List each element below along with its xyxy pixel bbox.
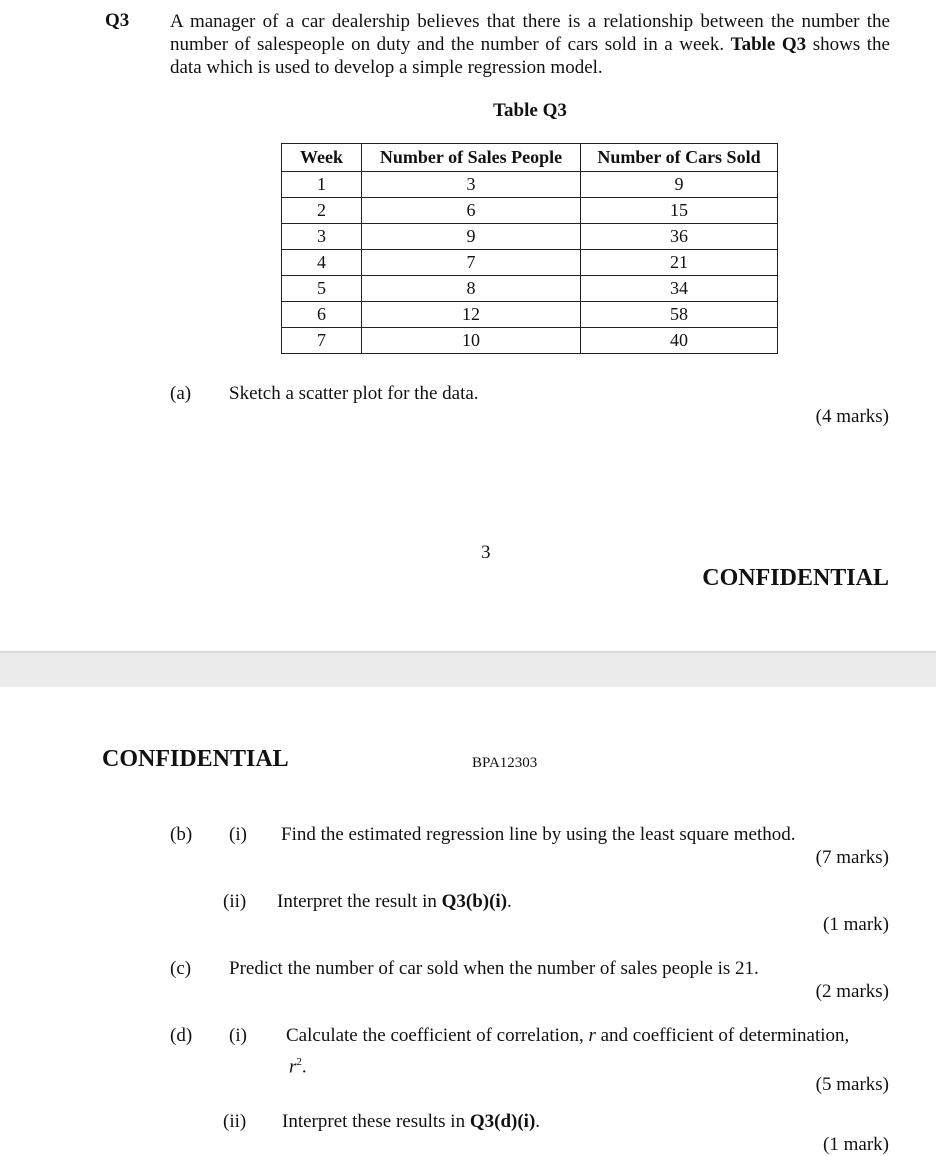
cell-cars-sold: 9 xyxy=(581,172,778,198)
data-table xyxy=(281,143,778,354)
part-b-label: (b) xyxy=(170,824,193,845)
part-b-ii-ref: Q3(b)(i) xyxy=(441,891,508,912)
part-d-i-label: (i) xyxy=(229,1025,247,1046)
cell-sales-people: 10 xyxy=(362,328,581,354)
footer-confidential: CONFIDENTIAL xyxy=(702,565,889,591)
exam-page-2 xyxy=(0,687,936,1155)
intro-text-2: shows the data which is used to develop a simple regression model. xyxy=(170,34,890,78)
table-row xyxy=(282,328,778,354)
part-d-label: (d) xyxy=(170,1025,193,1046)
part-d-ii-end: . xyxy=(535,1111,541,1132)
part-d-ii-label: (ii) xyxy=(223,1111,247,1132)
table-row xyxy=(282,250,778,276)
cell-cars-sold: 40 xyxy=(581,328,778,354)
part-b-i-text: Find the estimated regression line by using the least square method. xyxy=(281,824,796,845)
part-b-ii-marks: (1 mark) xyxy=(823,914,889,935)
question-number: Q3 xyxy=(105,10,130,31)
part-d-i-marks: (5 marks) xyxy=(815,1074,889,1095)
part-d-i-r2-sup: 2 xyxy=(296,1056,302,1068)
cell-week: 6 xyxy=(282,302,362,328)
cell-week: 5 xyxy=(282,276,362,302)
intro-text-1: A manager of a car dealership believes that there is a relationship between the number the number of salespeople on duty and the number of cars sold in a week. xyxy=(170,11,890,55)
question-intro xyxy=(170,10,890,79)
part-d-ii-text: Interpret these results in xyxy=(282,1111,466,1132)
part-b-i-label: (i) xyxy=(229,824,247,845)
intro-table-ref: Table Q3 xyxy=(730,34,807,55)
part-b-ii-end: . xyxy=(507,891,512,912)
table-header-row xyxy=(282,144,778,172)
cell-sales-people: 8 xyxy=(362,276,581,302)
part-d-i-r2 xyxy=(289,1051,307,1078)
part-b-i-marks: (7 marks) xyxy=(815,847,889,868)
cell-cars-sold: 21 xyxy=(581,250,778,276)
table-row xyxy=(282,276,778,302)
cell-week: 7 xyxy=(282,328,362,354)
part-d-i-r2-base: r xyxy=(289,1056,297,1078)
cell-week: 4 xyxy=(282,250,362,276)
course-code: BPA12303 xyxy=(472,755,538,771)
cell-cars-sold: 15 xyxy=(581,198,778,224)
cell-week: 1 xyxy=(282,172,362,198)
cell-cars-sold: 34 xyxy=(581,276,778,302)
part-d-i-line xyxy=(286,1025,876,1047)
part-d-ii-ref: Q3(d)(i) xyxy=(469,1111,536,1132)
page-gap xyxy=(0,651,936,687)
header-sales-people: Number of Sales People xyxy=(362,144,581,172)
cell-week: 2 xyxy=(282,198,362,224)
part-c-label: (c) xyxy=(170,958,192,979)
table-row xyxy=(282,302,778,328)
part-a-text: Sketch a scatter plot for the data. xyxy=(229,383,479,404)
cell-cars-sold: 58 xyxy=(581,302,778,328)
table-caption: Table Q3 xyxy=(493,100,567,121)
header-cars-sold: Number of Cars Sold xyxy=(581,144,778,172)
part-d-i-text-a: Calculate the coefficient of correlation, xyxy=(286,1025,584,1046)
part-b-ii-text: Interpret the result in xyxy=(277,891,437,912)
page-number: 3 xyxy=(481,542,491,563)
table-row xyxy=(282,198,778,224)
part-b-ii-line xyxy=(277,891,512,913)
table-row xyxy=(282,172,778,198)
header-confidential: CONFIDENTIAL xyxy=(102,746,289,772)
part-c-marks: (2 marks) xyxy=(815,981,889,1002)
part-c-text: Predict the number of car sold when the number of sales people is 21. xyxy=(229,958,759,979)
cell-sales-people: 7 xyxy=(362,250,581,276)
cell-sales-people: 9 xyxy=(362,224,581,250)
cell-sales-people: 3 xyxy=(362,172,581,198)
part-d-i-r: r xyxy=(588,1025,596,1046)
header-week: Week xyxy=(282,144,362,172)
part-b-ii-label: (ii) xyxy=(223,891,247,912)
part-d-ii-marks: (1 mark) xyxy=(823,1134,889,1155)
cell-cars-sold: 36 xyxy=(581,224,778,250)
part-a-label: (a) xyxy=(170,383,192,404)
table-row xyxy=(282,224,778,250)
cell-week: 3 xyxy=(282,224,362,250)
part-a-marks: (4 marks) xyxy=(815,406,889,427)
cell-sales-people: 6 xyxy=(362,198,581,224)
cell-sales-people: 12 xyxy=(362,302,581,328)
part-d-i-text-b: and coefficient of determination, xyxy=(600,1025,850,1046)
part-d-i-dot: . xyxy=(301,1056,307,1078)
part-d-ii-line xyxy=(282,1111,540,1133)
